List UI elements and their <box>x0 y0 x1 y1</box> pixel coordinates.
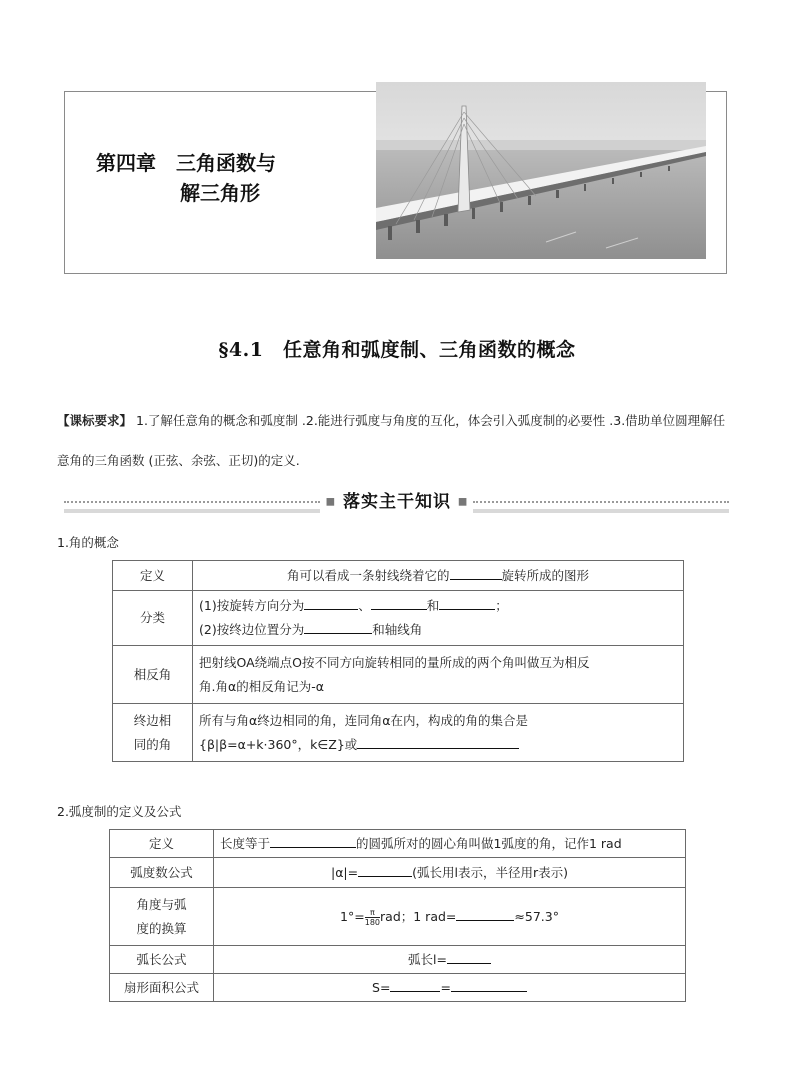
fill-blank[interactable] <box>450 565 502 580</box>
row-value: 1°= $\frac{\pi}{180}$ rad；1 rad= ≈57.3° <box>214 888 686 946</box>
fill-blank[interactable] <box>358 862 412 877</box>
row-value: 所有与角α终边相同的角，连同角α在内，构成的角的集合是 {β|β=α+k·360°，k∈Z}或 <box>193 704 684 762</box>
fill-blank[interactable] <box>456 906 514 921</box>
table-row <box>110 888 686 946</box>
row-key: 定义 <box>113 561 193 591</box>
radian-table <box>109 829 686 1002</box>
row-key: 角度与弧 度的换算 <box>110 888 214 946</box>
row-value: 弧长l= <box>214 946 686 974</box>
bridge-photo <box>376 82 706 259</box>
table-row <box>110 974 686 1002</box>
part1-heading: 1.角的概念 <box>57 535 119 550</box>
section-title: §4.1 任意角和弧度制、三角函数的概念 <box>218 339 576 361</box>
row-value: (1)按旋转方向分为 、 和 ； (2)按终边位置分为 和轴线角 <box>193 591 684 646</box>
fill-blank[interactable] <box>390 977 440 992</box>
fill-blank[interactable] <box>447 949 491 964</box>
requirements-tag: 【课标要求】 <box>57 413 133 428</box>
fill-blank[interactable] <box>451 977 527 992</box>
row-value: S= = <box>214 974 686 1002</box>
table-row <box>110 946 686 974</box>
angle-concept-table <box>112 560 684 762</box>
row-value: |α|= (弧长用l表示，半径用r表示) <box>214 858 686 888</box>
fill-blank[interactable] <box>357 734 519 749</box>
section-banner-label <box>320 487 474 512</box>
fill-blank[interactable] <box>304 595 358 610</box>
table-row <box>113 561 684 591</box>
row-key: 定义 <box>110 830 214 858</box>
row-key: 终边相 同的角 <box>113 704 193 762</box>
row-value: 把射线OA绕端点O按不同方向旋转相同的量所成的两个角叫做互为相反 角.角α的相反角记为-α <box>193 646 684 704</box>
table-row <box>113 646 684 704</box>
row-key: 相反角 <box>113 646 193 704</box>
fill-blank[interactable] <box>304 619 372 634</box>
row-value: 长度等于 的圆弧所对的圆心角叫做1弧度的角，记作1 rad <box>214 830 686 858</box>
fill-blank[interactable] <box>270 833 356 848</box>
curriculum-requirements <box>57 401 737 481</box>
section-banner-text: 落实主干知识 <box>343 492 451 512</box>
row-key: 扇形面积公式 <box>110 974 214 1002</box>
banner-dot-icon: ■ <box>457 496 469 508</box>
fill-blank[interactable] <box>371 595 427 610</box>
table-row <box>113 591 684 646</box>
row-key: 弧长公式 <box>110 946 214 974</box>
chapter-title <box>96 148 276 208</box>
requirements-text: 1.了解任意角的概念和弧度制 .2.能进行弧度与角度的互化，体会引入弧度制的必要性 .3.借助单位圆理解任意角的三角函数 (正弦、余弦、正切)的定义. <box>57 413 726 468</box>
row-key: 分类 <box>113 591 193 646</box>
fill-blank[interactable] <box>439 595 495 610</box>
row-value: 角可以看成一条射线绕着它的 旋转所成的图形 <box>193 561 684 591</box>
chapter-title-line2: 解三角形 <box>180 181 260 205</box>
table-row <box>110 858 686 888</box>
chapter-title-line1: 第四章 三角函数与 <box>96 151 276 175</box>
table-row <box>110 830 686 858</box>
banner-dot-icon: ■ <box>325 496 337 508</box>
pi-over-180-fraction: $\frac{\pi}{180}$ <box>364 907 381 927</box>
part2-heading: 2.弧度制的定义及公式 <box>57 804 182 819</box>
row-key: 弧度数公式 <box>110 858 214 888</box>
table-row <box>113 704 684 762</box>
